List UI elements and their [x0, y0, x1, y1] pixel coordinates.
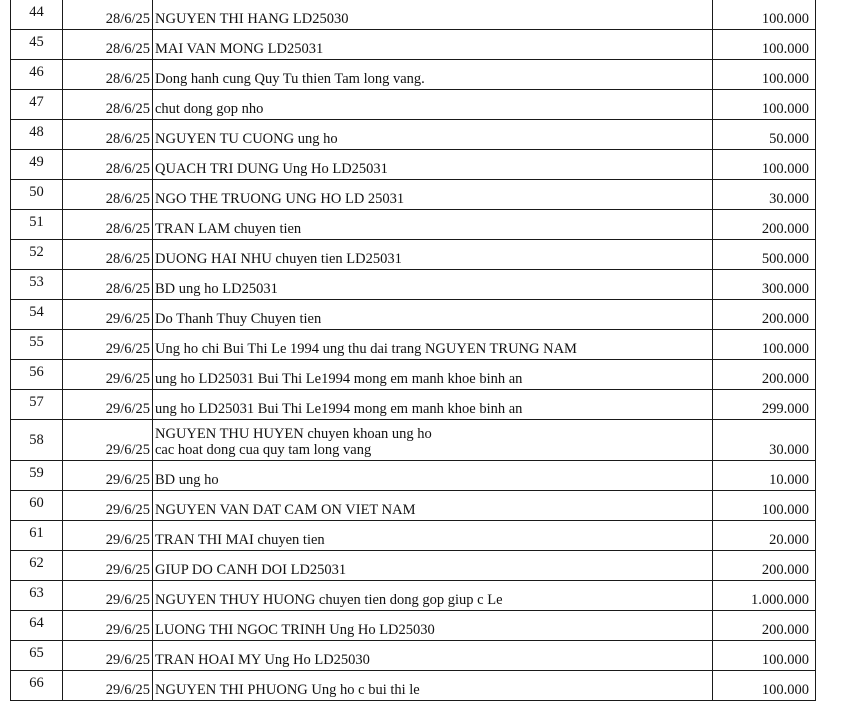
row-amount: 10.000	[713, 461, 816, 491]
row-description: BD ung ho	[153, 461, 713, 491]
row-date: 29/6/25	[63, 300, 153, 330]
row-amount: 200.000	[713, 551, 816, 581]
row-date: 28/6/25	[63, 150, 153, 180]
table-row	[11, 0, 816, 30]
row-description: Dong hanh cung Quy Tu thien Tam long vang.	[153, 60, 713, 90]
row-date: 28/6/25	[63, 240, 153, 270]
row-description: NGO THE TRUONG UNG HO LD 25031	[153, 180, 713, 210]
table-row	[11, 420, 816, 461]
row-description: MAI VAN MONG LD25031	[153, 30, 713, 60]
table-row	[11, 60, 816, 90]
row-amount: 100.000	[713, 30, 816, 60]
row-date: 29/6/25	[63, 641, 153, 671]
row-date: 29/6/25	[63, 611, 153, 641]
row-description	[153, 420, 713, 461]
table-row	[11, 150, 816, 180]
table-row	[11, 461, 816, 491]
table-row	[11, 360, 816, 390]
row-amount: 200.000	[713, 210, 816, 240]
table-row	[11, 120, 816, 150]
row-amount: 100.000	[713, 491, 816, 521]
table-row	[11, 671, 816, 701]
row-number: 54	[11, 300, 63, 330]
row-number: 50	[11, 180, 63, 210]
row-date: 28/6/25	[63, 270, 153, 300]
table-row	[11, 581, 816, 611]
row-number: 62	[11, 551, 63, 581]
row-date: 29/6/25	[63, 581, 153, 611]
row-amount: 200.000	[713, 300, 816, 330]
row-description: ung ho LD25031 Bui Thi Le1994 mong em manh khoe binh an	[153, 360, 713, 390]
row-description: Do Thanh Thuy Chuyen tien	[153, 300, 713, 330]
row-number: 48	[11, 120, 63, 150]
row-amount: 20.000	[713, 521, 816, 551]
row-amount: 1.000.000	[713, 581, 816, 611]
table-row	[11, 210, 816, 240]
table-row	[11, 641, 816, 671]
table-row	[11, 300, 816, 330]
row-description: LUONG THI NGOC TRINH Ung Ho LD25030	[153, 611, 713, 641]
row-description: ung ho LD25031 Bui Thi Le1994 mong em manh khoe binh an	[153, 390, 713, 420]
row-description: NGUYEN THI PHUONG Ung ho c bui thi le	[153, 671, 713, 701]
table-row	[11, 330, 816, 360]
row-amount: 500.000	[713, 240, 816, 270]
table-row	[11, 521, 816, 551]
row-amount: 100.000	[713, 641, 816, 671]
row-amount: 100.000	[713, 0, 816, 30]
row-date: 28/6/25	[63, 210, 153, 240]
row-description: NGUYEN THI HANG LD25030	[153, 0, 713, 30]
row-amount: 299.000	[713, 390, 816, 420]
row-amount: 30.000	[713, 180, 816, 210]
row-date: 28/6/25	[63, 0, 153, 30]
row-number: 58	[11, 420, 63, 461]
row-date: 29/6/25	[63, 461, 153, 491]
table-row	[11, 611, 816, 641]
row-number: 52	[11, 240, 63, 270]
row-date: 29/6/25	[63, 551, 153, 581]
row-date: 28/6/25	[63, 90, 153, 120]
row-description: NGUYEN THUY HUONG chuyen tien dong gop giup c Le	[153, 581, 713, 611]
row-description: NGUYEN VAN DAT CAM ON VIET NAM	[153, 491, 713, 521]
row-date: 29/6/25	[63, 390, 153, 420]
row-number: 61	[11, 521, 63, 551]
row-description: Ung ho chi Bui Thi Le 1994 ung thu dai trang NGUYEN TRUNG NAM	[153, 330, 713, 360]
row-number: 44	[11, 0, 63, 30]
table-row	[11, 270, 816, 300]
table-row	[11, 180, 816, 210]
row-description: GIUP DO CANH DOI LD25031	[153, 551, 713, 581]
row-amount: 200.000	[713, 611, 816, 641]
row-amount: 30.000	[713, 420, 816, 461]
row-number: 60	[11, 491, 63, 521]
row-description: QUACH TRI DUNG Ung Ho LD25031	[153, 150, 713, 180]
table-row	[11, 90, 816, 120]
row-number: 47	[11, 90, 63, 120]
row-date: 29/6/25	[63, 671, 153, 701]
row-date: 29/6/25	[63, 360, 153, 390]
row-description-line-2: cac hoat dong cua quy tam long vang	[155, 442, 372, 458]
row-date: 28/6/25	[63, 120, 153, 150]
row-number: 65	[11, 641, 63, 671]
row-number: 45	[11, 30, 63, 60]
row-description: DUONG HAI NHU chuyen tien LD25031	[153, 240, 713, 270]
row-description: TRAN HOAI MY Ung Ho LD25030	[153, 641, 713, 671]
row-amount: 100.000	[713, 90, 816, 120]
row-number: 66	[11, 671, 63, 701]
row-amount: 100.000	[713, 60, 816, 90]
row-description: chut dong gop nho	[153, 90, 713, 120]
row-date: 29/6/25	[63, 420, 153, 461]
row-number: 64	[11, 611, 63, 641]
row-number: 53	[11, 270, 63, 300]
row-date: 28/6/25	[63, 180, 153, 210]
row-amount: 300.000	[713, 270, 816, 300]
row-number: 55	[11, 330, 63, 360]
row-date: 28/6/25	[63, 60, 153, 90]
row-number: 57	[11, 390, 63, 420]
row-number: 56	[11, 360, 63, 390]
donation-ledger	[10, 0, 815, 701]
row-date: 29/6/25	[63, 521, 153, 551]
row-date: 28/6/25	[63, 30, 153, 60]
row-number: 63	[11, 581, 63, 611]
row-description: TRAN LAM chuyen tien	[153, 210, 713, 240]
row-date: 29/6/25	[63, 491, 153, 521]
row-number: 49	[11, 150, 63, 180]
row-number: 46	[11, 60, 63, 90]
row-number: 59	[11, 461, 63, 491]
table-row	[11, 491, 816, 521]
row-amount: 200.000	[713, 360, 816, 390]
table-row	[11, 390, 816, 420]
row-date: 29/6/25	[63, 330, 153, 360]
donation-table	[10, 0, 816, 701]
row-amount: 100.000	[713, 330, 816, 360]
row-description: TRAN THI MAI chuyen tien	[153, 521, 713, 551]
row-description: BD ung ho LD25031	[153, 270, 713, 300]
table-row	[11, 551, 816, 581]
table-row	[11, 240, 816, 270]
table-row	[11, 30, 816, 60]
row-amount: 100.000	[713, 671, 816, 701]
row-description-line-1: NGUYEN THU HUYEN chuyen khoan ung ho	[155, 426, 432, 442]
row-number: 51	[11, 210, 63, 240]
row-amount: 100.000	[713, 150, 816, 180]
row-amount: 50.000	[713, 120, 816, 150]
row-description: NGUYEN TU CUONG ung ho	[153, 120, 713, 150]
